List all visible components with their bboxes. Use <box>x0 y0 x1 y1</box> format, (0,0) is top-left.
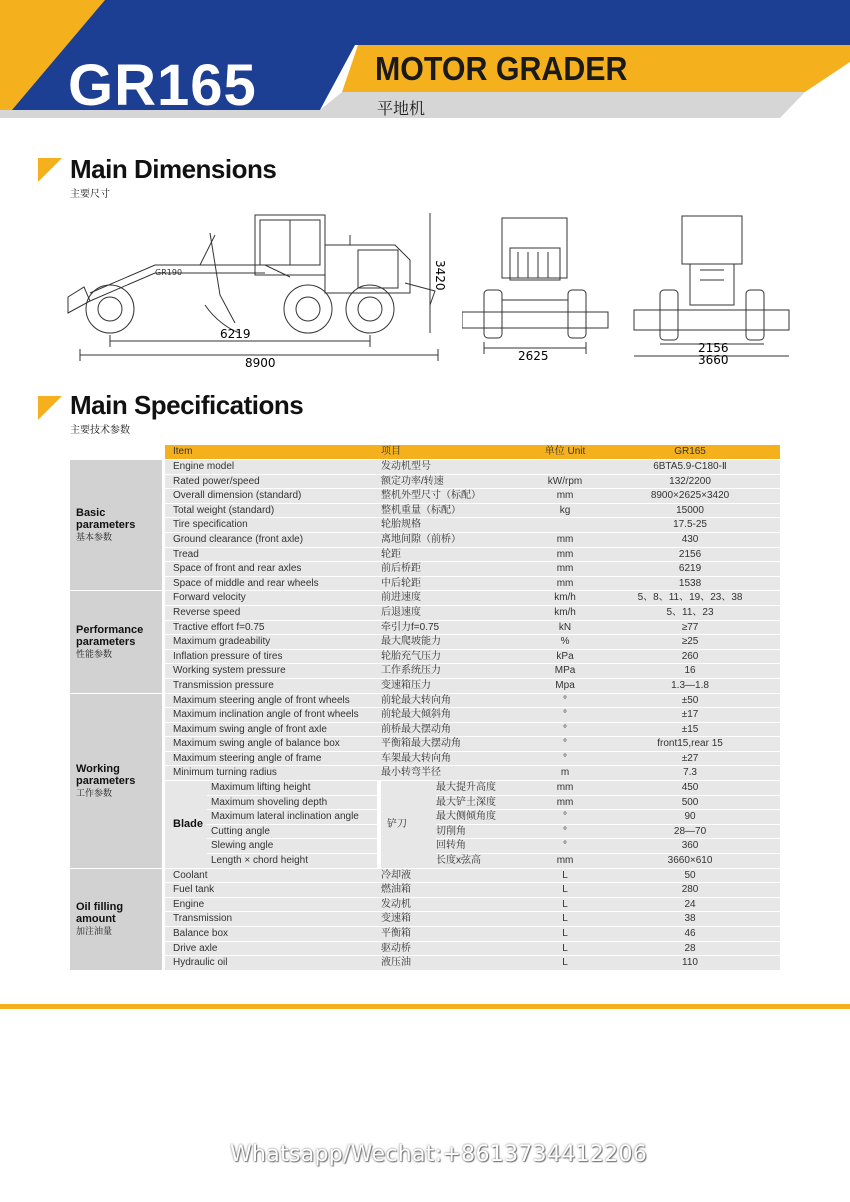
spec-item-cn: 燃油箱 <box>381 883 530 897</box>
section-marker-icon <box>38 396 62 420</box>
blade-gap <box>377 825 381 839</box>
spec-value: 38 <box>600 912 780 926</box>
specifications-heading-cn: 主要技术参数 <box>70 425 130 436</box>
blade-value: 500 <box>600 796 780 810</box>
spec-item-cn: 变速箱压力 <box>381 679 530 693</box>
group-name: Oil filling amount <box>76 901 124 926</box>
spec-unit: mm <box>530 548 600 562</box>
spec-item-cn: 前桥最大摆动角 <box>381 723 530 737</box>
spec-unit: km/h <box>530 606 600 620</box>
spec-row <box>70 766 780 780</box>
blade-value: 3660×610 <box>600 854 780 868</box>
spec-value: 50 <box>600 869 780 883</box>
spec-item: Total weight (standard) <box>165 504 381 518</box>
model-name: GR165 <box>68 53 257 118</box>
spec-item: Maximum swing angle of front axle <box>165 723 381 737</box>
spec-value: 260 <box>600 650 780 664</box>
spec-value: 132/2200 <box>600 475 780 489</box>
spec-value: ≥25 <box>600 635 780 649</box>
blade-unit: ° <box>530 810 600 824</box>
group-label <box>70 591 162 692</box>
blade-gap <box>377 839 381 853</box>
spec-item-cn: 发动机型号 <box>381 460 530 474</box>
blade-item: Maximum lateral inclination angle <box>207 810 377 824</box>
spec-item-cn: 牵引力f=0.75 <box>381 621 530 635</box>
blade-item: Length × chord height <box>207 854 377 868</box>
spec-row <box>70 679 780 693</box>
spec-item-cn: 整机外型尺寸（标配） <box>381 489 530 503</box>
spec-value: 110 <box>600 956 780 970</box>
blade-item: Slewing angle <box>207 839 377 853</box>
footer-rule <box>0 1004 850 1009</box>
blade-label-cn: 铲刀 <box>381 781 436 868</box>
spec-row <box>70 475 780 489</box>
spec-row <box>70 650 780 664</box>
spec-row <box>70 489 780 503</box>
spec-item-cn: 离地间隙（前桥） <box>381 533 530 547</box>
product-title: MOTOR GRADER <box>375 50 628 87</box>
spec-unit: Mpa <box>530 679 600 693</box>
spec-item: Space of front and rear axles <box>165 562 381 576</box>
spec-item: Ground clearance (front axle) <box>165 533 381 547</box>
wheelbase-dimension: 6219 <box>220 327 251 341</box>
spec-item: Tire specification <box>165 518 381 532</box>
spec-unit: L <box>530 927 600 941</box>
spec-value: 5、11、23 <box>600 606 780 620</box>
spec-unit <box>530 460 600 474</box>
spec-item-cn: 额定功率/转速 <box>381 475 530 489</box>
spec-unit: L <box>530 942 600 956</box>
spec-item: Engine <box>165 898 381 912</box>
spec-row <box>70 723 780 737</box>
spec-row <box>70 664 780 678</box>
blade-value: 90 <box>600 810 780 824</box>
spec-item: Fuel tank <box>165 883 381 897</box>
group-label <box>70 694 162 868</box>
spec-item: Rated power/speed <box>165 475 381 489</box>
spec-unit: L <box>530 898 600 912</box>
spec-item: Engine model <box>165 460 381 474</box>
grader-side-view-drawing <box>60 205 460 370</box>
spec-item-cn: 变速箱 <box>381 912 530 926</box>
spec-row <box>70 591 780 605</box>
blade-item: Maximum lifting height <box>207 781 377 795</box>
spec-unit: ° <box>530 708 600 722</box>
header-item: Item <box>165 445 381 459</box>
spec-value: 1538 <box>600 577 780 591</box>
spec-value: 5、8、11、19、23、38 <box>600 591 780 605</box>
spec-unit: mm <box>530 489 600 503</box>
spec-value: 15000 <box>600 504 780 518</box>
spec-row <box>70 621 780 635</box>
spec-row <box>70 562 780 576</box>
spec-item-cn: 前轮最大倾斜角 <box>381 708 530 722</box>
spec-item-cn: 车架最大转向角 <box>381 752 530 766</box>
spec-unit: L <box>530 912 600 926</box>
blade-item-cn: 最大侧倾角度 <box>436 810 530 824</box>
spec-value: 430 <box>600 533 780 547</box>
blade-item-cn: 切削角 <box>436 825 530 839</box>
blade-unit: mm <box>530 796 600 810</box>
spec-unit: kg <box>530 504 600 518</box>
spec-item-cn: 工作系统压力 <box>381 664 530 678</box>
spec-item-cn: 液压油 <box>381 956 530 970</box>
spec-row <box>70 548 780 562</box>
group-name: Basic parameters <box>76 507 136 532</box>
spec-item-cn: 前进速度 <box>381 591 530 605</box>
blade-item-cn: 长度x弦高 <box>436 854 530 868</box>
rear-track-dimension: 2156 <box>698 341 729 355</box>
spec-item-cn: 轮胎规格 <box>381 518 530 532</box>
spec-item: Maximum gradeability <box>165 635 381 649</box>
group-label <box>70 869 162 970</box>
spec-value: ±50 <box>600 694 780 708</box>
front-track-dimension: 2625 <box>518 349 549 363</box>
spec-value: ±15 <box>600 723 780 737</box>
blade-gap <box>377 796 381 810</box>
header-unit: 单位 Unit <box>530 445 600 459</box>
spec-row <box>70 912 780 926</box>
spec-item-cn: 驱动桥 <box>381 942 530 956</box>
group-label <box>70 460 162 590</box>
group-name-cn: 工作参数 <box>76 787 113 798</box>
spec-unit: mm <box>530 562 600 576</box>
spec-unit: L <box>530 956 600 970</box>
spec-item-cn: 轮胎充气压力 <box>381 650 530 664</box>
length-dimension: 8900 <box>245 356 276 370</box>
spec-row <box>70 942 780 956</box>
spec-value: ±17 <box>600 708 780 722</box>
spec-unit: kW/rpm <box>530 475 600 489</box>
blade-item-cn: 回转角 <box>436 839 530 853</box>
spec-unit: MPa <box>530 664 600 678</box>
spec-item-cn: 冷却液 <box>381 869 530 883</box>
blade-item-cn: 最大铲土深度 <box>436 796 530 810</box>
spec-value: 6219 <box>600 562 780 576</box>
blade-unit: mm <box>530 854 600 868</box>
blade-value: 360 <box>600 839 780 853</box>
grader-front-view-drawing <box>462 210 617 365</box>
spec-item: Transmission <box>165 912 381 926</box>
side-model-label: GR190 <box>155 268 183 277</box>
spec-item: Tread <box>165 548 381 562</box>
spec-row <box>70 708 780 722</box>
spec-item: Hydraulic oil <box>165 956 381 970</box>
spec-value: 8900×2625×3420 <box>600 489 780 503</box>
spec-item: Maximum steering angle of frame <box>165 752 381 766</box>
group-name: Performance parameters <box>76 623 144 648</box>
spec-item: Balance box <box>165 927 381 941</box>
spec-row <box>70 606 780 620</box>
spec-item: Coolant <box>165 869 381 883</box>
spec-item: Forward velocity <box>165 591 381 605</box>
blade-unit: mm <box>530 781 600 795</box>
spec-item-cn: 最大爬坡能力 <box>381 635 530 649</box>
spec-item-cn: 平衡箱 <box>381 927 530 941</box>
spec-unit: ° <box>530 737 600 751</box>
blade-item: Cutting angle <box>207 825 377 839</box>
spec-row <box>70 956 780 970</box>
spec-row <box>70 533 780 547</box>
spec-item: Working system pressure <box>165 664 381 678</box>
spec-value: 46 <box>600 927 780 941</box>
spec-unit: ° <box>530 723 600 737</box>
blade-label: Blade <box>165 781 207 868</box>
specifications-heading: Main Specifications <box>70 390 304 420</box>
spec-item-cn: 轮距 <box>381 548 530 562</box>
spec-row <box>70 752 780 766</box>
header-spacer <box>70 445 162 459</box>
spec-item-cn: 最小转弯半径 <box>381 766 530 780</box>
spec-item: Tractive effort f=0.75 <box>165 621 381 635</box>
spec-item: Maximum steering angle of front wheels <box>165 694 381 708</box>
spec-row <box>70 737 780 751</box>
spec-row <box>70 635 780 649</box>
blade-item-cn: 最大提升高度 <box>436 781 530 795</box>
spec-value: 280 <box>600 883 780 897</box>
spec-row <box>70 898 780 912</box>
grader-rear-view-drawing <box>632 210 792 365</box>
spec-value: front15,rear 15 <box>600 737 780 751</box>
blade-item: Maximum shoveling depth <box>207 796 377 810</box>
spec-row <box>70 460 780 474</box>
spec-value: 1.3—1.8 <box>600 679 780 693</box>
spec-row <box>70 577 780 591</box>
spec-value: 17.5-25 <box>600 518 780 532</box>
spec-unit <box>530 518 600 532</box>
dimensions-heading: Main Dimensions <box>70 154 277 184</box>
group-name-cn: 性能参数 <box>76 648 113 659</box>
spec-item: Drive axle <box>165 942 381 956</box>
spec-value: 7.3 <box>600 766 780 780</box>
spec-item-cn: 后退速度 <box>381 606 530 620</box>
spec-value: ±27 <box>600 752 780 766</box>
blade-value: 28—70 <box>600 825 780 839</box>
spec-unit: ° <box>530 694 600 708</box>
spec-item: Inflation pressure of tires <box>165 650 381 664</box>
specifications-table <box>70 444 780 971</box>
spec-item-cn: 前轮最大转向角 <box>381 694 530 708</box>
table-header-row <box>70 445 780 459</box>
group-name: Working parameters <box>76 762 136 787</box>
contact-watermark: Whatsapp/Wechat:+8613734412206 <box>230 1142 648 1167</box>
product-title-cn: 平地机 <box>377 101 426 118</box>
section-marker-icon <box>38 158 62 182</box>
spec-item: Maximum inclination angle of front wheels <box>165 708 381 722</box>
group-name-cn: 基本参数 <box>76 532 113 543</box>
spec-row <box>70 869 780 883</box>
spec-item-cn: 整机重量（标配） <box>381 504 530 518</box>
spec-row <box>70 504 780 518</box>
spec-row <box>70 518 780 532</box>
spec-item: Overall dimension (standard) <box>165 489 381 503</box>
spec-item-cn: 前后桥距 <box>381 562 530 576</box>
spec-item-cn: 发动机 <box>381 898 530 912</box>
dimensions-heading-cn: 主要尺寸 <box>70 189 110 200</box>
spec-item-cn: 平衡箱最大摆动角 <box>381 737 530 751</box>
spec-unit: ° <box>530 752 600 766</box>
blade-value: 450 <box>600 781 780 795</box>
spec-row <box>70 694 780 708</box>
spec-row <box>70 927 780 941</box>
group-name-cn: 加注油量 <box>76 926 113 937</box>
spec-unit: kN <box>530 621 600 635</box>
spec-item: Maximum swing angle of balance box <box>165 737 381 751</box>
spec-unit: L <box>530 869 600 883</box>
spec-value: 2156 <box>600 548 780 562</box>
spec-item: Space of middle and rear wheels <box>165 577 381 591</box>
spec-value: 16 <box>600 664 780 678</box>
spec-item-cn: 中后轮距 <box>381 577 530 591</box>
header-item-cn: 项目 <box>381 445 530 459</box>
spec-unit: m <box>530 766 600 780</box>
header-value: GR165 <box>600 445 780 459</box>
spec-value: 28 <box>600 942 780 956</box>
blade-row <box>70 781 780 795</box>
spec-value: ≥77 <box>600 621 780 635</box>
spec-unit: mm <box>530 577 600 591</box>
blade-unit: ° <box>530 839 600 853</box>
spec-value: 6BTA5.9-C180-Ⅱ <box>600 460 780 474</box>
spec-item: Transmission pressure <box>165 679 381 693</box>
spec-value: 24 <box>600 898 780 912</box>
blade-gap <box>377 854 381 868</box>
spec-item: Reverse speed <box>165 606 381 620</box>
spec-unit: km/h <box>530 591 600 605</box>
spec-unit: % <box>530 635 600 649</box>
blade-unit: ° <box>530 825 600 839</box>
spec-row <box>70 883 780 897</box>
spec-item: Minimum turning radius <box>165 766 381 780</box>
spec-unit: mm <box>530 533 600 547</box>
spec-unit: kPa <box>530 650 600 664</box>
height-dimension: 3420 <box>433 260 447 291</box>
blade-gap <box>377 810 381 824</box>
blade-width-dimension: 3660 <box>698 353 729 365</box>
spec-unit: L <box>530 883 600 897</box>
